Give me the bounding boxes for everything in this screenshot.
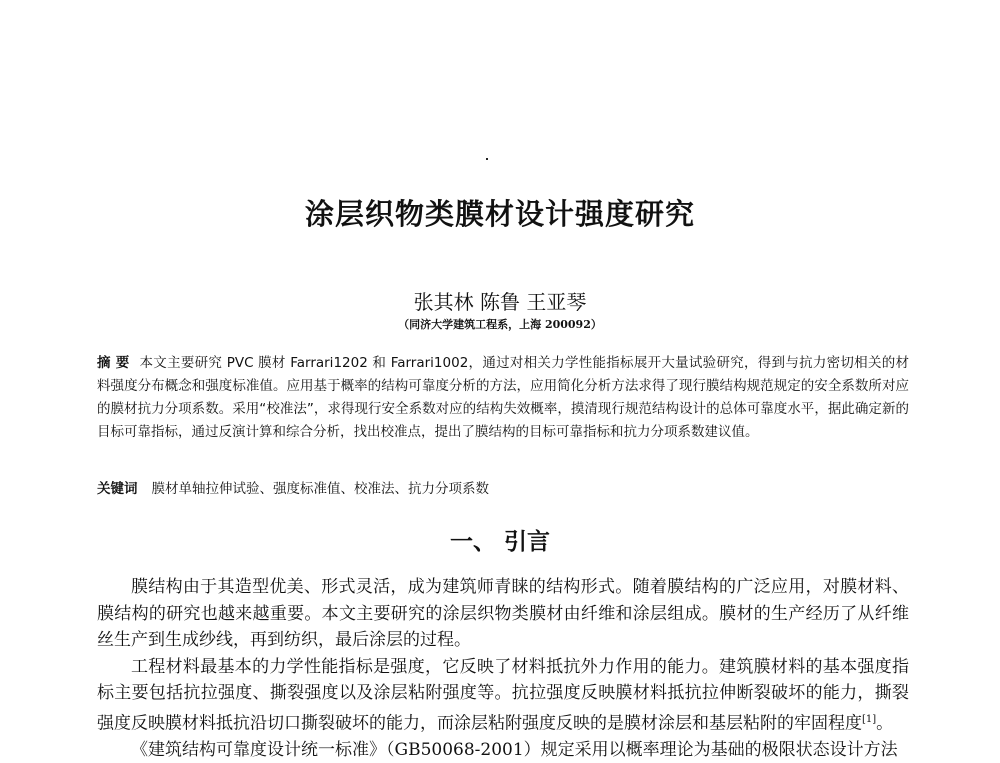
body-text — [97, 574, 909, 763]
paragraph-3: 《建筑结构可靠度设计统一标准》（GB50068-2001）规定采用以概率理论为基础的极限状态设计方法 — [131, 739, 898, 760]
abstract — [97, 352, 909, 444]
paragraph-2-text: 工程材料最基本的力学性能指标是强度，它反映了材料抵抗外力作用的能力。建筑膜材料的基本强度指标主要包括抗拉强度、撕裂强度以及涂层粘附强度等。抗拉强度反映膜材料抵抗拉伸断裂破坏的能力，撕裂强度反映膜材料抵抗沿切口撕裂破坏的能力，而涂层粘附强度反映的是膜材涂层和基层粘附的牢固程度 — [97, 656, 909, 734]
keywords — [97, 478, 909, 500]
abstract-label: 摘 要 — [97, 355, 130, 371]
paper-title: 涂层织物类膜材设计强度研究 — [304, 197, 695, 231]
paragraph-2 — [97, 654, 909, 737]
stray-dot — [486, 158, 488, 160]
citation-1: [1] — [862, 713, 877, 725]
keywords-text: 膜材单轴拉伸试验、强度标准值、校准法、抗力分项系数 — [151, 481, 489, 497]
authors: 张其林 陈鲁 王亚琴 — [413, 290, 587, 314]
section-title: 一、 引言 — [449, 529, 550, 555]
abstract-text: 本文主要研究 PVC 膜材 Farrari1202 和 Farrari1002，通过对相关力学性能指标展开大量试验研究，得到与抗力密切相关的材料强度分布概念和强度标准值。应用基于概率的结构可靠度分析的方法，应用简化分析方法求得了现行膜结构规范规定的安全系数所对应的膜材抗力分项系数。采用“校准法”，求得现行安全系数对应的结构失效概率，摸清现行规范结构设计的总体可靠度水平，据此确定新的目标可靠指标，通过反演计算和综合分析，找出校准点，提出了膜结构的目标可靠指标和抗力分项系数建议值。 — [97, 355, 909, 440]
paragraph-1: 膜结构由于其造型优美、形式灵活，成为建筑师青睐的结构形式。随着膜结构的广泛应用，对膜材料、膜结构的研究也越来越重要。本文主要研究的涂层织物类膜材由纤维和涂层组成。膜材的生产经历了从纤维丝生产到生成纱线，再到纺织，最后涂层的过程。 — [97, 577, 909, 650]
affiliation: （同济大学建筑工程系，上海 200092） — [398, 318, 602, 331]
paragraph-2-end: 。 — [876, 713, 894, 734]
keywords-label: 关键词 — [97, 481, 138, 497]
